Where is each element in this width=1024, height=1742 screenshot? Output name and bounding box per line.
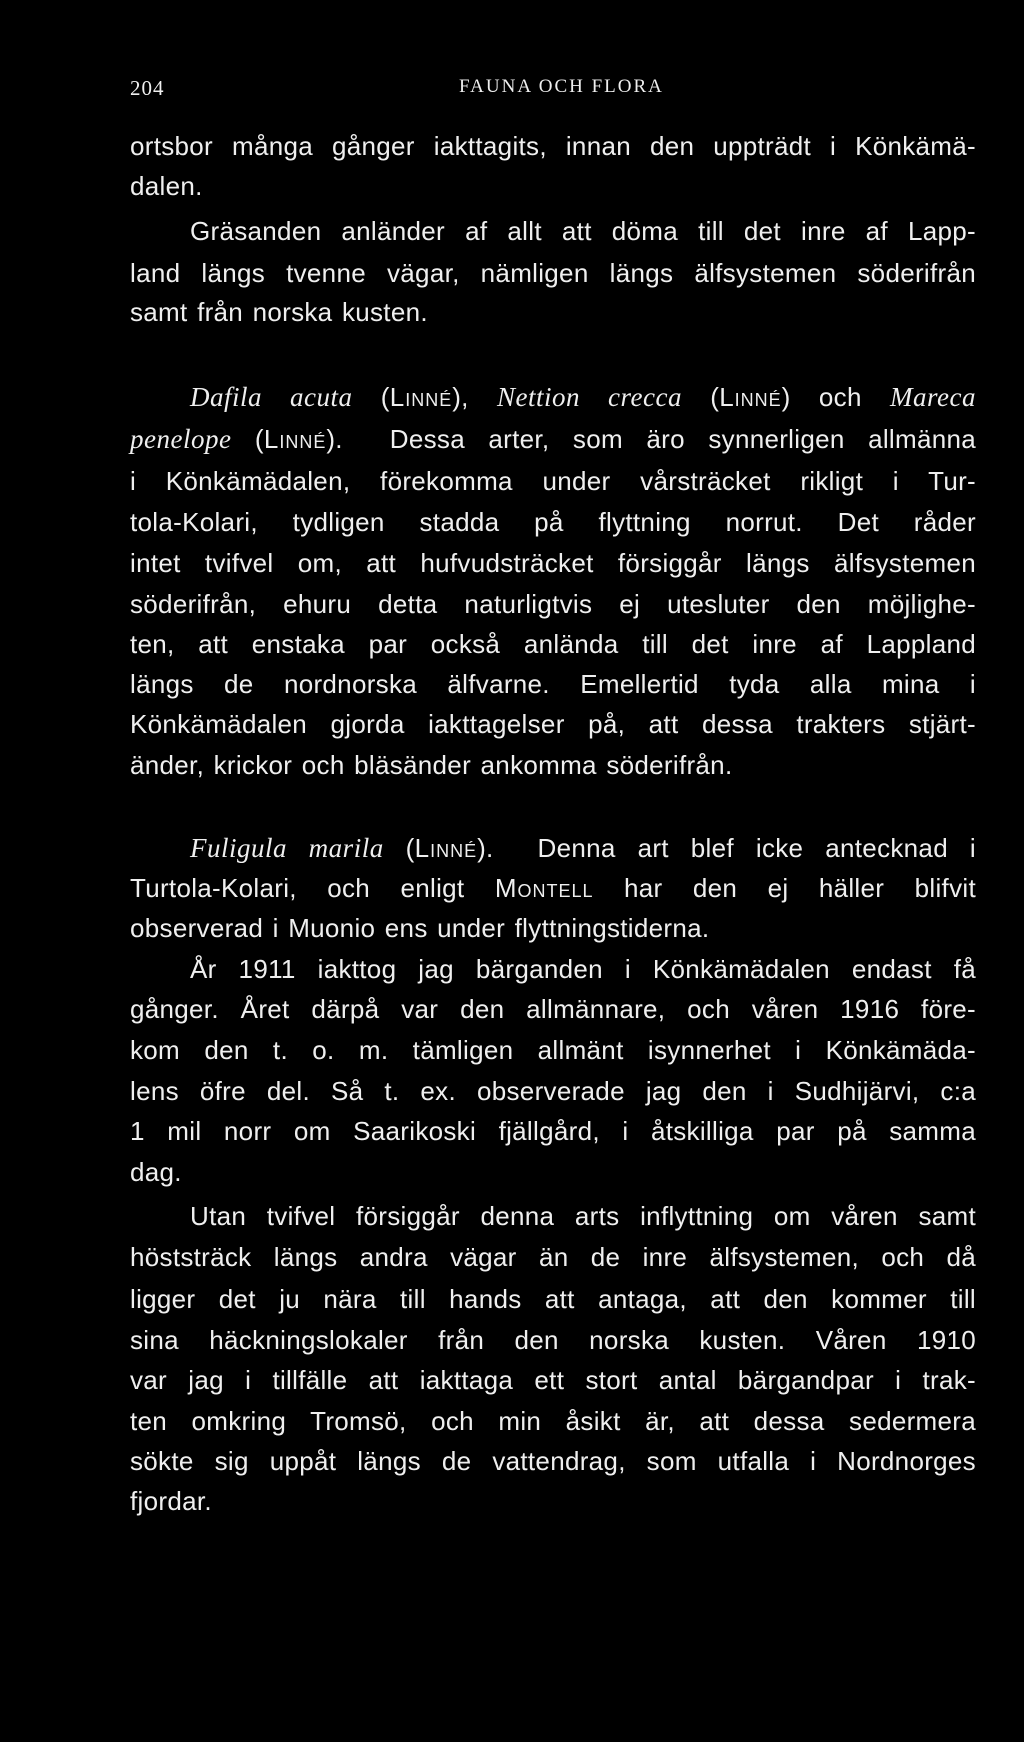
text-line: sina häckningslokaler från den norska kusten. Våren 1910 [130, 1325, 976, 1355]
text-line: Gräsanden anländer af allt att döma till det inre af Lapp- [190, 216, 976, 246]
text-line: lens öfre del. Så t. ex. observerade jag den i Sudhijärvi, c:a [130, 1076, 976, 1106]
species-name: Mareca [890, 382, 976, 412]
text-line: i Könkämädalen, förekomma under vårsträcket rikligt i Tur- [130, 466, 976, 496]
text-line: ortsbor många gånger iakttagits, innan den uppträdt i Könkämä- [130, 131, 976, 161]
species-heading-line [130, 375, 976, 419]
author-name: Linné [719, 382, 782, 412]
text-span: ( [352, 382, 390, 412]
text-span: ). Dessa arter, som äro synnerligen allmänna [326, 424, 976, 454]
text-line: År 1911 iakttog jag bärganden i Könkämädalen endast få [190, 954, 976, 984]
text-span: ) och [781, 382, 891, 412]
text-line: intet tvifvel om, att hufvudsträcket försiggår längs älfsystemen [130, 548, 976, 578]
text-line: dalen. [130, 171, 203, 201]
species-name: Nettion crecca [497, 382, 682, 412]
text-span: har den ej häller blifvit [593, 873, 976, 903]
text-line [130, 866, 976, 910]
text-line: 1 mil norr om Saarikoski fjällgård, i åtskilliga par på samma [130, 1116, 976, 1146]
running-header [130, 76, 976, 106]
text-line: gånger. Året därpå var den allmännare, och våren 1916 före- [130, 994, 976, 1024]
author-name: Linné [389, 382, 453, 412]
text-line: land längs tvenne vägar, nämligen längs älfsystemen söderifrån [130, 258, 976, 288]
text-line: ten omkring Tromsö, och min åsikt är, att dessa sedermera [130, 1406, 976, 1436]
text-line: ten, att enstaka par också anlända till det inre af Lappland [130, 629, 976, 659]
text-line: var jag i tillfälle att iakttaga ett stort antal bärgandpar i trak- [130, 1365, 976, 1395]
page-number: 204 [130, 76, 165, 100]
text-line: fjordar. [130, 1486, 212, 1516]
text-line: tola-Kolari, tydligen stadda på flyttning norrut. Det råder [130, 507, 976, 537]
text-line: söderifrån, ehuru detta naturligtvis ej utesluter den möjlighe- [130, 589, 976, 619]
text-line: Könkämädalen gjorda iakttagelser på, att dessa trakters stjärt- [130, 709, 976, 739]
text-span: Turtola-Kolari, och enligt [130, 873, 495, 903]
text-span: ), [452, 382, 497, 412]
text-line: dag. [130, 1157, 182, 1187]
species-heading-line [130, 826, 976, 870]
text-line: sökte sig uppåt längs de vattendrag, som utfalla i Nordnorges [130, 1446, 976, 1476]
species-name: penelope [130, 424, 232, 454]
species-name: Fuligula marila [190, 833, 384, 863]
text-line: ligger det ju nära till hands att antaga, att den kommer till [130, 1284, 976, 1314]
running-title: FAUNA OCH FLORA [459, 76, 664, 97]
species-name: Dafila acuta [190, 382, 353, 412]
text-line: observerad i Muonio ens under flyttningstiderna. [130, 913, 710, 943]
text-span: ( [383, 833, 415, 863]
text-line: Utan tvifvel försiggår denna arts inflyttning om våren samt [190, 1201, 976, 1231]
author-name: Linné [263, 424, 327, 454]
text-line: längs de nordnorska älfvarne. Emellertid tyda alla mina i [130, 669, 976, 699]
species-heading-line [130, 417, 976, 461]
text-line: änder, krickor och bläsänder ankomma söderifrån. [130, 750, 733, 780]
text-span: ( [231, 424, 264, 454]
author-name: Montell [494, 873, 594, 903]
text-line: samt från norska kusten. [130, 297, 428, 327]
text-line: höststräck längs andra vägar än de inre älfsystemen, och då [130, 1242, 976, 1272]
text-span: ( [681, 382, 720, 412]
text-span: ). Denna art blef icke antecknad i [477, 833, 976, 863]
text-line: kom den t. o. m. tämligen allmänt isynnerhet i Könkämäda- [130, 1035, 976, 1065]
author-name: Linné [414, 833, 478, 863]
